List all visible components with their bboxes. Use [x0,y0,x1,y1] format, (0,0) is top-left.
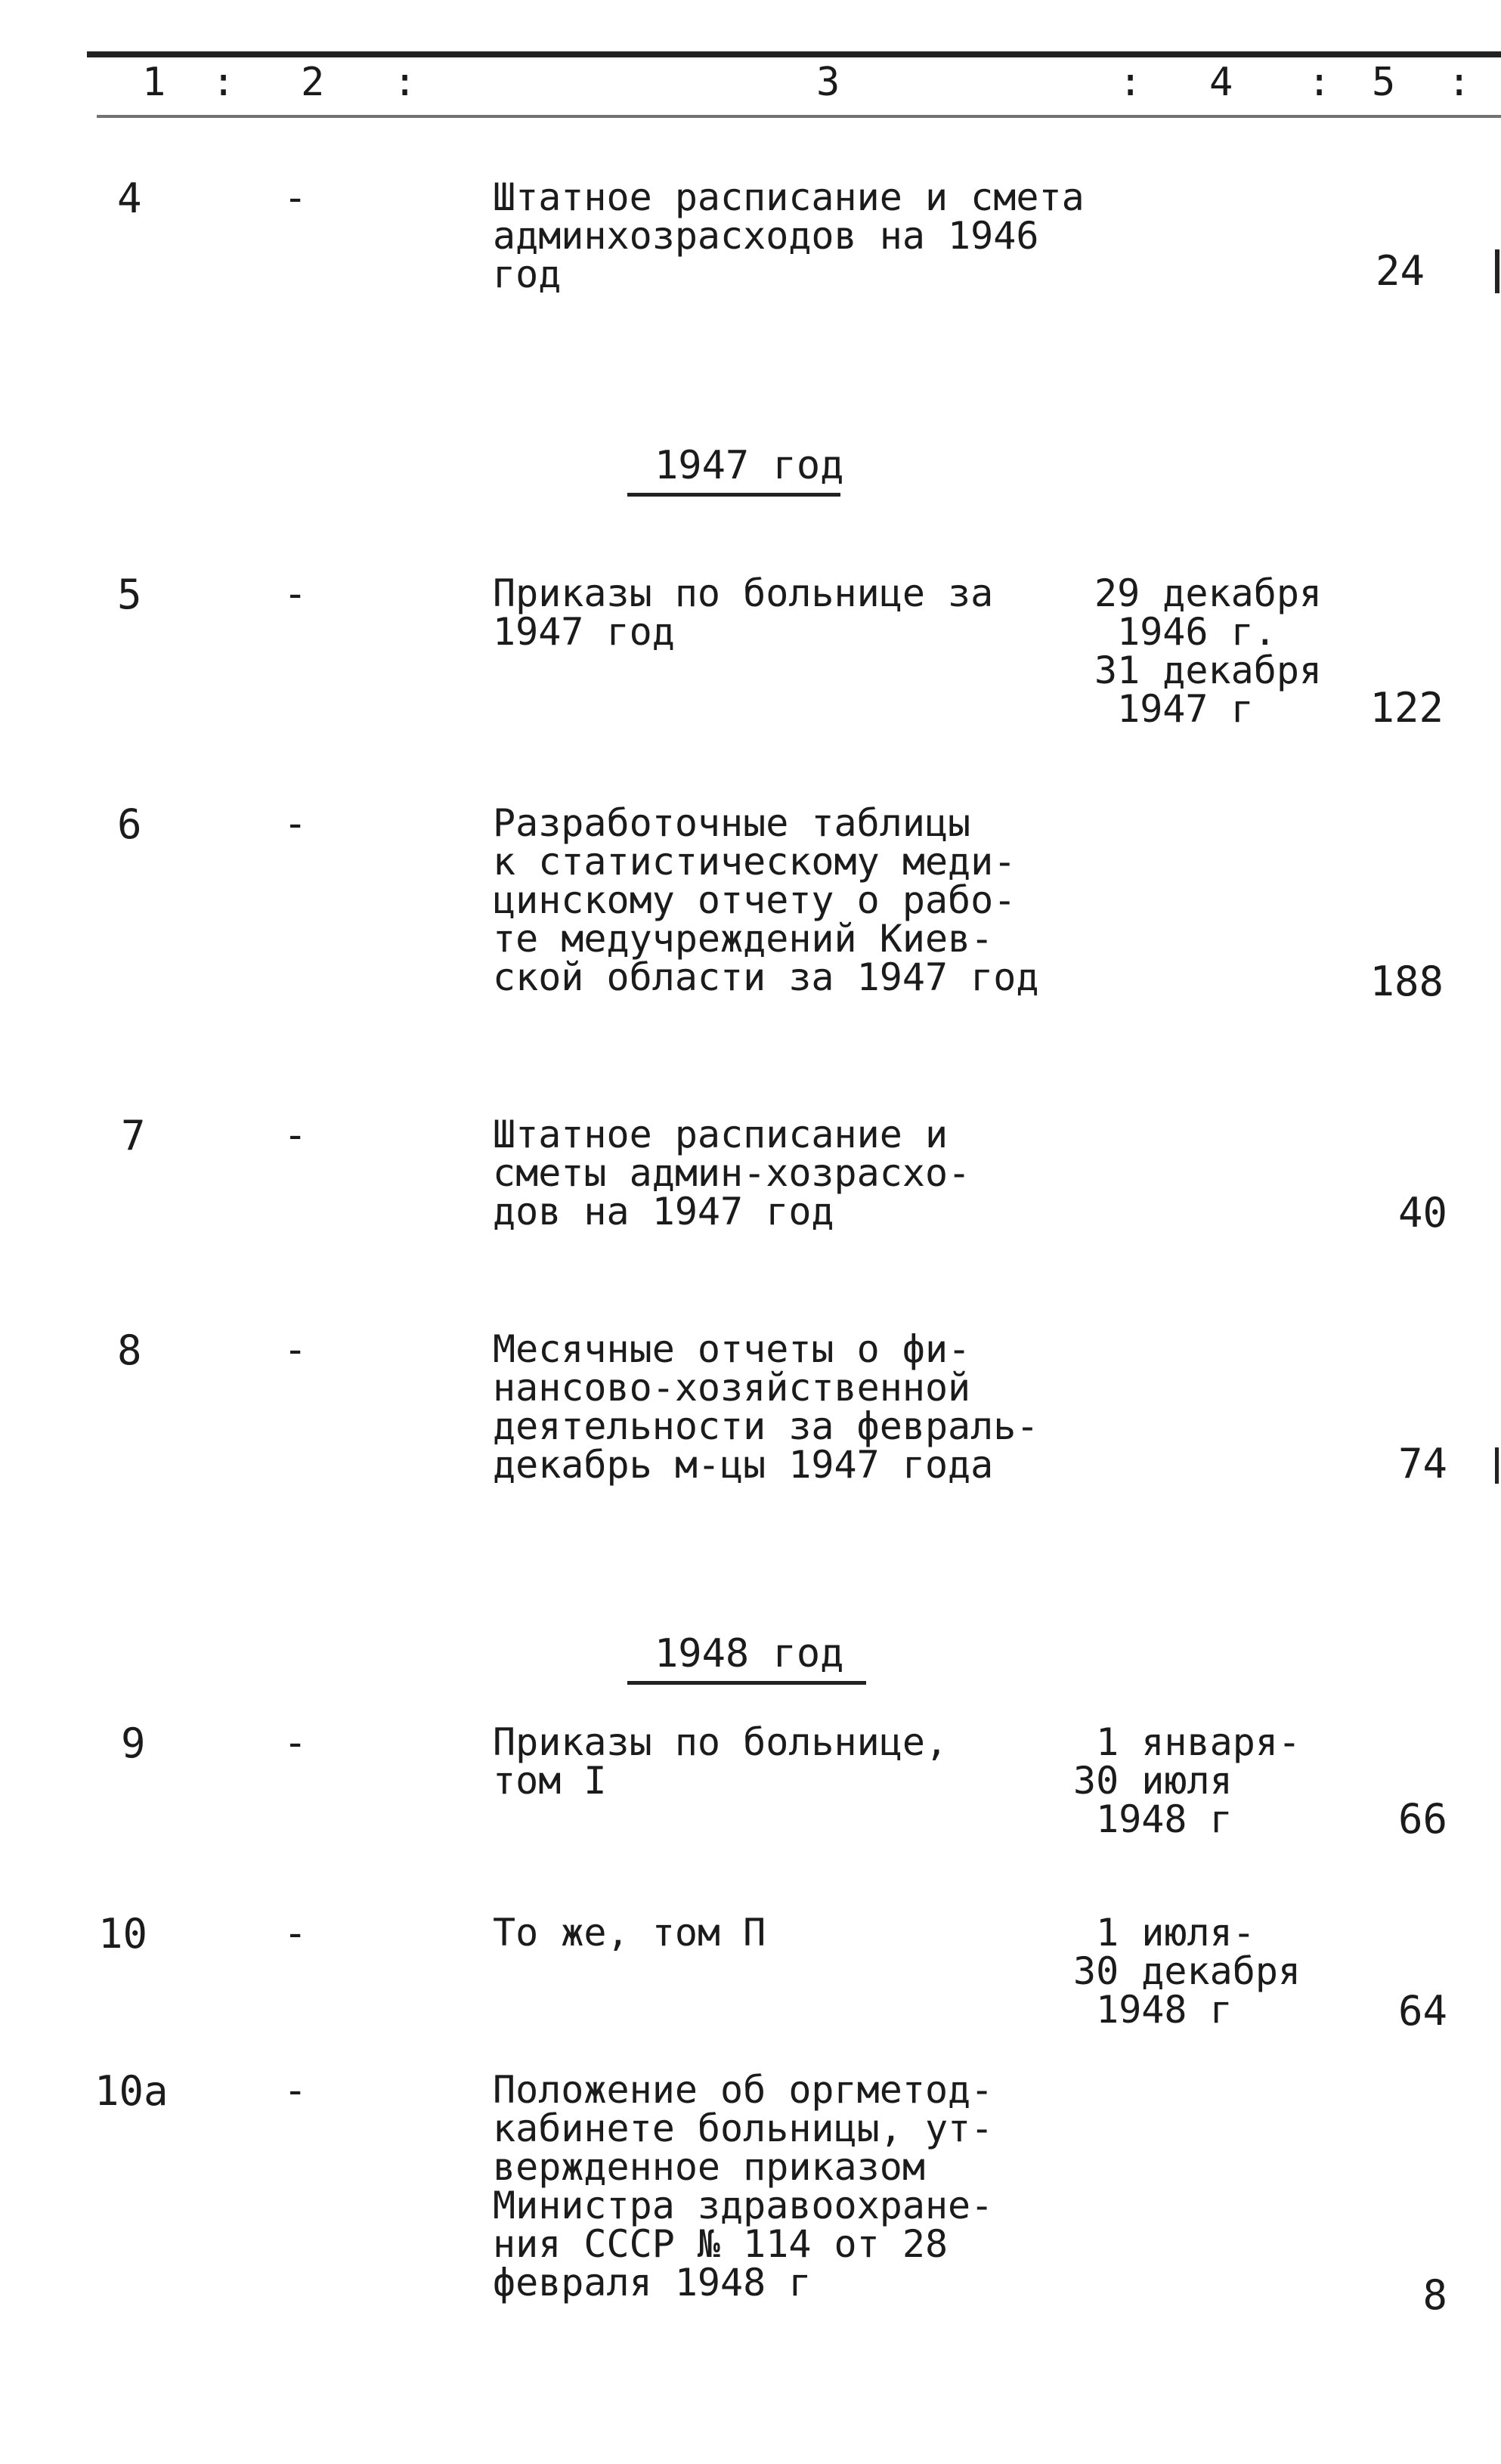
entry-date-range: 1 июля- 30 декабря 1948 г [1073,1911,1301,2032]
header-col-3: 3 [816,60,840,105]
entry-title: То же, том П [493,1911,766,1955]
entry-number: 6 [117,800,142,848]
entry-sheet-count: 188 [1369,958,1444,1005]
year-heading-underline [627,1681,866,1685]
entry-sheet-count: 8 [1422,2271,1447,2319]
year-heading-underline [627,493,840,497]
entry-date-range: 1 января- 30 июля 1948 г [1073,1720,1301,1841]
header-top-rule [87,51,1501,57]
entry-dash: - [283,801,308,847]
entry-sheet-count: 64 [1397,1987,1447,2035]
entry-dash: - [283,1113,308,1158]
header-col-4: 4 [1209,60,1233,105]
entry-number: 8 [117,1326,142,1374]
header-separator: : [393,60,417,105]
year-heading-1948: 1948 год [655,1631,844,1676]
entry-number: 10 [98,1910,148,1958]
entry-sheet-count: 66 [1397,1795,1447,1843]
header-separator: : [212,60,236,105]
header-separator: : [1447,60,1472,105]
entry-date-range: 29 декабря 1946 г. 31 декабря 1947 г [1094,571,1323,731]
header-separator: : [1308,60,1332,105]
entry-title: Приказы по больнице за 1947 год [493,571,994,654]
entry-sheet-count: 74 [1397,1440,1447,1487]
entry-sheet-count: 122 [1369,684,1444,732]
entry-title: Штатное расписание и сметы админ-хозрасхо- дов на 1947 год [493,1113,971,1234]
entry-sheet-count: 24 [1375,247,1425,295]
header-col-2: 2 [301,60,325,105]
header-col-5: 5 [1372,60,1396,105]
header-bottom-rule [97,115,1501,118]
entry-title: Месячные отчеты о фи- нансово-хозяйственной деятельности за февраль- декабрь м-цы 1947 года [493,1327,1039,1487]
header-separator: : [1119,60,1143,105]
entry-sheet-count: 40 [1397,1189,1447,1237]
page-edge-mark [1495,249,1499,293]
header-col-1: 1 [142,60,166,105]
entry-dash: - [283,2068,308,2113]
entry-dash: - [283,1327,308,1373]
entry-number: 10а [94,2067,169,2115]
entry-number: 4 [117,175,142,222]
entry-number: 5 [117,571,142,618]
entry-title: Разработочные таблицы к статистическому меди- цинскому отчету о рабо- те медучреждений Киев- ской области за 1947 год [493,801,1039,999]
entry-title: Положение об оргметод- кабинете больницы, ут- вержденное приказом Министра здравоохране- ния СССР № 114 от 28 февраля 1948 г [493,2068,994,2305]
entry-number: 9 [121,1720,146,1767]
page-edge-mark [1495,1447,1499,1484]
entry-number: 7 [121,1112,146,1159]
entry-dash: - [283,1720,308,1766]
entry-title: Штатное расписание и смета админхозрасходов на 1946 год [493,175,1085,296]
entry-dash: - [283,1911,308,1956]
year-heading-1947: 1947 год [655,443,844,488]
entry-title: Приказы по больнице, том I [493,1720,949,1803]
entry-dash: - [283,175,308,221]
entry-dash: - [283,571,308,617]
